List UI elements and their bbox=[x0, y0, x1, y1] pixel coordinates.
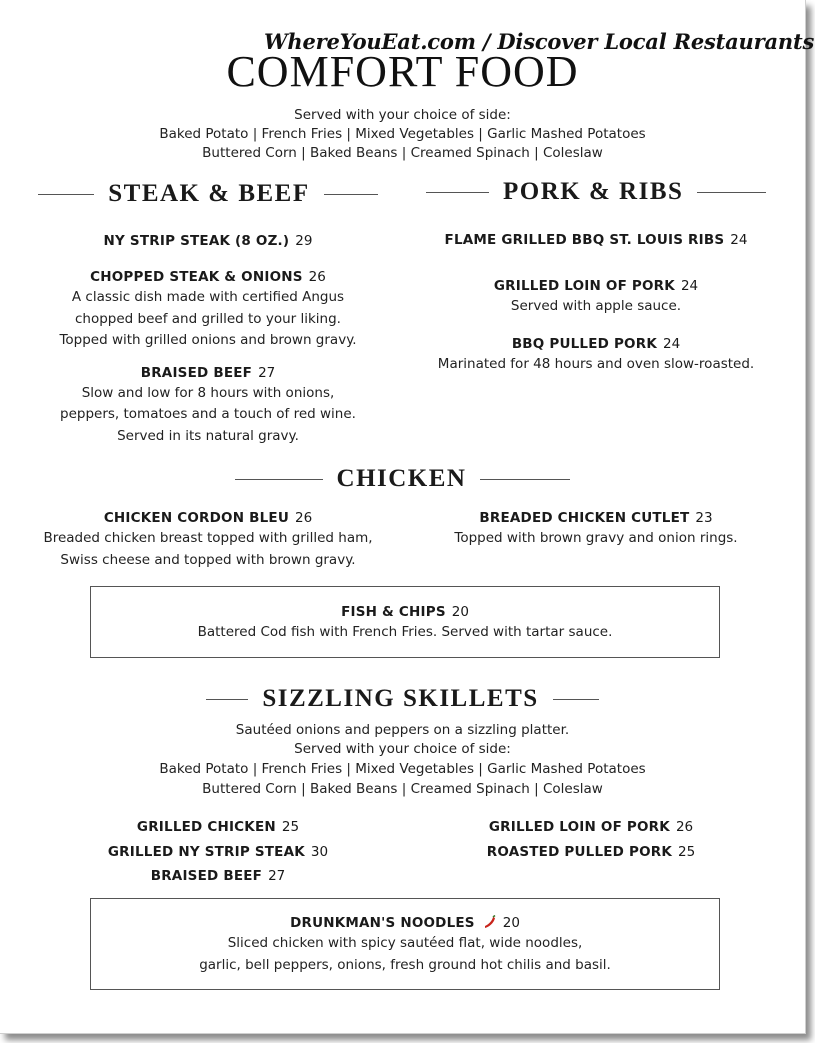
drunkmans-noodles-box bbox=[90, 898, 720, 990]
item-description: Sliced chicken with spicy sautéed flat, wide noodles, bbox=[227, 935, 583, 951]
item-name: ROASTED PULLED PORK bbox=[486, 843, 673, 860]
heading-rule bbox=[38, 194, 94, 195]
item-description: chopped beef and grilled to your liking. bbox=[75, 310, 341, 327]
item-price: 29 bbox=[295, 233, 313, 249]
item-price: 24 bbox=[680, 278, 699, 294]
watermark: WhereYouEat.com / Discover Local Restaurants bbox=[264, 29, 815, 54]
item-description: Battered Cod fish with French Fries. Served with tartar sauce. bbox=[197, 624, 613, 640]
item-description: Marinated for 48 hours and oven slow-roasted. bbox=[437, 355, 755, 372]
item-price: 25 bbox=[678, 843, 696, 860]
item-description: Served with apple sauce. bbox=[510, 298, 682, 314]
sides-line-1: Baked Potato | French Fries | Mixed Vegetables | Garlic Mashed Potatoes bbox=[159, 126, 646, 142]
skillets-intro-1: Sautéed onions and peppers on a sizzling platter. bbox=[235, 722, 570, 738]
item-description: Breaded chicken breast topped with grilled ham, bbox=[43, 530, 373, 546]
item-price: 26 bbox=[675, 819, 694, 835]
item-price: 24 bbox=[662, 335, 681, 352]
menu-item bbox=[426, 276, 766, 318]
heading-text: SIZZLING SKILLETS bbox=[262, 685, 539, 712]
menu-item bbox=[38, 267, 378, 352]
skillets-intro-2: Served with your choice of side: bbox=[294, 741, 511, 757]
item-price: 27 bbox=[268, 868, 286, 884]
item-name: BRAISED BEEF bbox=[150, 868, 263, 884]
heading-rule bbox=[235, 479, 323, 480]
item-description: peppers, tomatoes and a touch of red wine. bbox=[60, 406, 356, 422]
item-description: A classic dish made with certified Angus bbox=[71, 289, 345, 305]
item-name: BREADED CHICKEN CUTLET bbox=[479, 510, 690, 526]
menu-item bbox=[58, 840, 378, 865]
item-name: NY STRIP STEAK (8 OZ.) bbox=[103, 233, 290, 249]
menu-item bbox=[446, 840, 736, 865]
item-name: CHICKEN CORDON BLEU bbox=[103, 510, 289, 526]
item-price: 24 bbox=[730, 232, 748, 248]
heading-rule bbox=[324, 194, 378, 195]
item-description: garlic, bell peppers, onions, fresh ground hot chilis and basil. bbox=[199, 956, 611, 973]
menu-item bbox=[426, 230, 766, 250]
skillets-intro bbox=[0, 721, 805, 799]
item-name: GRILLED LOIN OF PORK bbox=[493, 278, 675, 294]
item-description: Swiss cheese and topped with brown gravy. bbox=[60, 551, 356, 568]
skillets-right-column bbox=[446, 815, 736, 864]
sizzling-skillets-heading bbox=[0, 685, 805, 713]
item-name: CHOPPED STEAK & ONIONS bbox=[90, 269, 303, 285]
chicken-heading bbox=[0, 465, 805, 493]
item-name: FISH & CHIPS bbox=[341, 604, 446, 620]
pork-ribs-heading bbox=[426, 178, 766, 206]
menu-item bbox=[426, 334, 766, 376]
item-name: FLAME GRILLED BBQ ST. LOUIS RIBS bbox=[444, 232, 725, 248]
sides-block bbox=[0, 106, 805, 163]
item-price: 27 bbox=[258, 364, 276, 381]
heading-rule bbox=[480, 479, 570, 480]
item-description: Topped with grilled onions and brown gravy. bbox=[59, 332, 357, 348]
menu-item bbox=[38, 363, 378, 448]
item-name: DRUNKMAN'S NOODLES bbox=[290, 915, 475, 931]
sides-line-2: Buttered Corn | Baked Beans | Creamed Spinach | Coleslaw bbox=[202, 145, 603, 161]
item-price: 20 bbox=[451, 604, 469, 620]
menu-item bbox=[38, 231, 378, 251]
item-description: Slow and low for 8 hours with onions, bbox=[81, 384, 335, 401]
item-name: GRILLED NY STRIP STEAK bbox=[107, 843, 305, 860]
skillets-sides-2: Buttered Corn | Baked Beans | Creamed Spinach | Coleslaw bbox=[202, 781, 603, 797]
heading-text: STEAK & BEEF bbox=[108, 180, 310, 207]
item-price: 26 bbox=[294, 510, 313, 526]
item-price: 23 bbox=[695, 510, 713, 526]
heading-rule bbox=[553, 699, 599, 700]
heading-rule bbox=[697, 192, 766, 193]
menu-item bbox=[58, 864, 378, 889]
item-name: GRILLED CHICKEN bbox=[136, 819, 276, 835]
skillets-sides-1: Baked Potato | French Fries | Mixed Vegetables | Garlic Mashed Potatoes bbox=[159, 761, 646, 777]
chicken-left-column bbox=[38, 508, 378, 571]
item-name: GRILLED LOIN OF PORK bbox=[488, 819, 670, 835]
steak-beef-column bbox=[38, 231, 378, 447]
skillets-left-column bbox=[58, 815, 378, 889]
menu-item bbox=[58, 815, 378, 840]
steak-beef-heading bbox=[38, 180, 378, 208]
heading-rule bbox=[206, 699, 248, 700]
heading-rule bbox=[426, 192, 489, 193]
item-description: Topped with brown gravy and onion rings. bbox=[454, 530, 738, 546]
menu-item bbox=[446, 815, 736, 840]
item-name: BRAISED BEEF bbox=[140, 364, 253, 381]
item-name: BBQ PULLED PORK bbox=[511, 335, 657, 352]
item-price: 20 bbox=[502, 915, 520, 931]
heading-text: CHICKEN bbox=[336, 465, 467, 492]
heading-text: PORK & RIBS bbox=[503, 178, 684, 205]
menu-item bbox=[38, 508, 378, 571]
sides-intro: Served with your choice of side: bbox=[294, 107, 511, 123]
item-price: 25 bbox=[281, 819, 300, 835]
pork-ribs-column bbox=[426, 230, 766, 375]
item-description: Served in its natural gravy. bbox=[117, 427, 299, 444]
page-title: COMFORT FOOD bbox=[226, 47, 579, 96]
item-price: 30 bbox=[310, 843, 329, 860]
menu-item bbox=[426, 508, 766, 550]
fish-chips-box bbox=[90, 586, 720, 658]
chicken-right-column bbox=[426, 508, 766, 550]
chili-pepper-icon bbox=[483, 915, 497, 929]
item-price: 26 bbox=[308, 269, 326, 285]
